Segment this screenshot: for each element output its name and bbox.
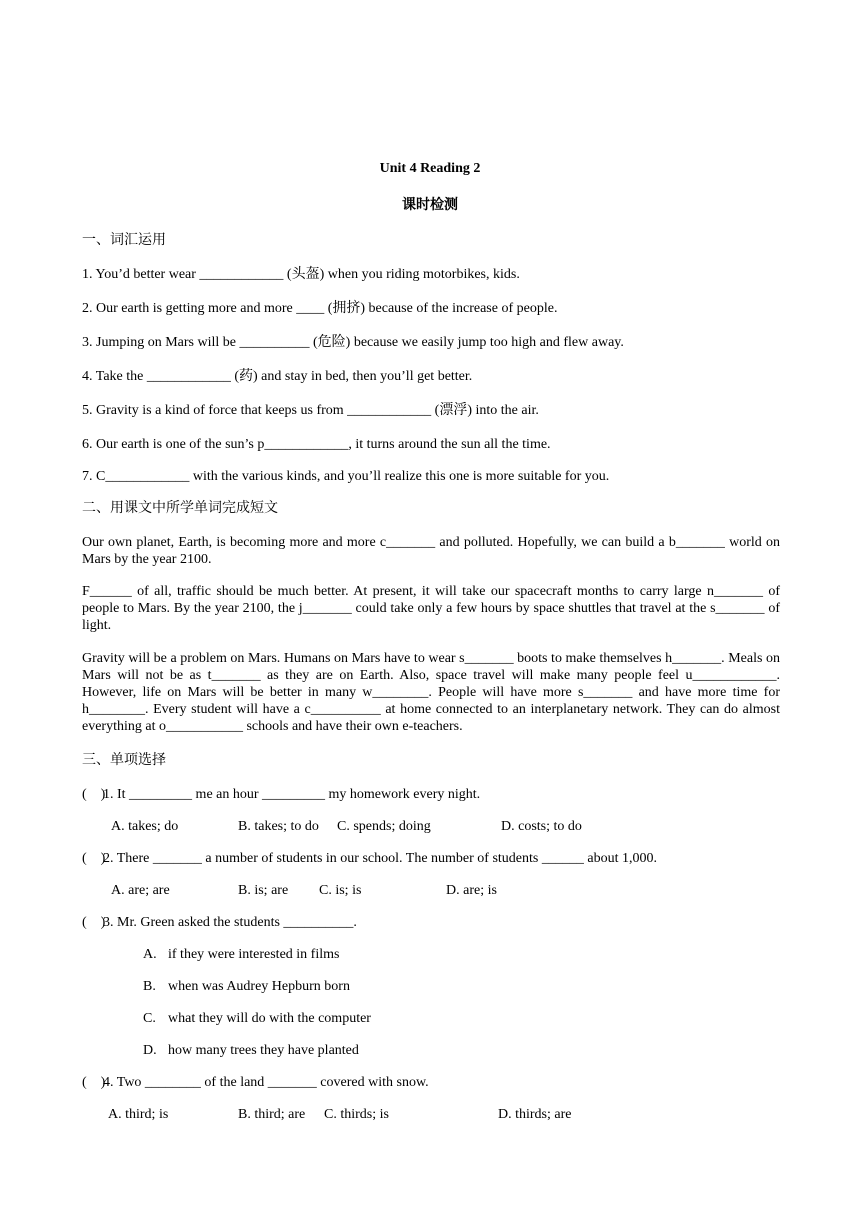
page-subtitle: 课时检测 <box>402 198 458 213</box>
passage-paragraph-1: Our own planet, Earth, is becoming more and more c_______ and polluted. Hopefully, we can build a b_______ world on Mars by the year 2100. <box>82 535 780 567</box>
q1-option-a[interactable]: A. takes; do <box>111 819 179 834</box>
q4-option-c[interactable]: C. thirds; is <box>324 1107 389 1122</box>
vocab-item-6: 6. Our earth is one of the sun’s p____________, it turns around the sun all the time. <box>82 437 551 452</box>
q4-option-b[interactable]: B. third; are <box>238 1107 306 1122</box>
question-1: 1. It _________ me an hour _________ my homework every night. <box>103 787 481 802</box>
answer-blank[interactable]: ( ) <box>82 915 106 930</box>
q3-option-b-text[interactable]: when was Audrey Hepburn born <box>168 979 350 994</box>
vocab-item-2: 2. Our earth is getting more and more ____ (拥挤) because of the increase of people. <box>82 301 558 316</box>
q1-option-b[interactable]: B. takes; to do <box>238 819 319 834</box>
vocab-item-5: 5. Gravity is a kind of force that keeps us from ____________ (漂浮) into the air. <box>82 403 539 418</box>
q4-option-d[interactable]: D. thirds; are <box>498 1107 572 1122</box>
q2-option-a[interactable]: A. are; are <box>111 883 170 898</box>
section-heading-vocabulary: 一、词汇运用 <box>82 233 166 248</box>
q3-option-a-text[interactable]: if they were interested in films <box>168 947 340 962</box>
q3-option-c-letter[interactable]: C. <box>143 1011 156 1026</box>
q1-option-d[interactable]: D. costs; to do <box>501 819 582 834</box>
q3-option-c-text[interactable]: what they will do with the computer <box>168 1011 371 1026</box>
passage-paragraph-3: Gravity will be a problem on Mars. Humans on Mars have to wear s_______ boots to make themselves h_______. Meals on Mars will not be as t_______ as they are on Earth. Also, space travel will make many people feel u____________. However, life on Mars will be better in many w________. People will have more s_______ and have more time for h________. Every student will have a c__________ at home connected to an interplanetary network. They can do almost everything at o___________ schools and have their own e-teachers. <box>82 651 780 734</box>
q2-option-d[interactable]: D. are; is <box>446 883 497 898</box>
vocab-item-1: 1. You’d better wear ____________ (头盔) when you riding motorbikes, kids. <box>82 267 520 282</box>
q3-option-a-letter[interactable]: A. <box>143 947 157 962</box>
q1-option-c[interactable]: C. spends; doing <box>337 819 431 834</box>
passage-paragraph-2: F______ of all, traffic should be much better. At present, it will take our spacecraft months to carry large n_______ of people to Mars. By the year 2100, the j_______ could take only a few hours by space shuttles that travel at the s_______ of light. <box>82 584 780 633</box>
q4-option-a[interactable]: A. third; is <box>108 1107 169 1122</box>
vocab-item-7: 7. C____________ with the various kinds, and you’ll realize this one is more suitable for you. <box>82 469 610 484</box>
q3-option-d-text[interactable]: how many trees they have planted <box>168 1043 359 1058</box>
answer-blank[interactable]: ( ) <box>82 787 106 802</box>
question-3: 3. Mr. Green asked the students __________. <box>103 915 357 930</box>
q2-option-c[interactable]: C. is; is <box>319 883 362 898</box>
vocab-item-4: 4. Take the ____________ (药) and stay in bed, then you’ll get better. <box>82 369 473 384</box>
question-4: 4. Two ________ of the land _______ covered with snow. <box>103 1075 429 1090</box>
section-heading-multiple-choice: 三、单项选择 <box>82 753 166 768</box>
q2-option-b[interactable]: B. is; are <box>238 883 289 898</box>
question-2: 2. There _______ a number of students in our school. The number of students ______ about 1,000. <box>103 851 657 866</box>
page-title: Unit 4 Reading 2 <box>379 161 481 176</box>
vocab-item-3: 3. Jumping on Mars will be __________ (危险) because we easily jump too high and flew away. <box>82 335 624 350</box>
section-heading-passage: 二、用课文中所学单词完成短文 <box>82 501 278 516</box>
answer-blank[interactable]: ( ) <box>82 851 106 866</box>
q3-option-b-letter[interactable]: B. <box>143 979 156 994</box>
answer-blank[interactable]: ( ) <box>82 1075 106 1090</box>
q3-option-d-letter[interactable]: D. <box>143 1043 157 1058</box>
